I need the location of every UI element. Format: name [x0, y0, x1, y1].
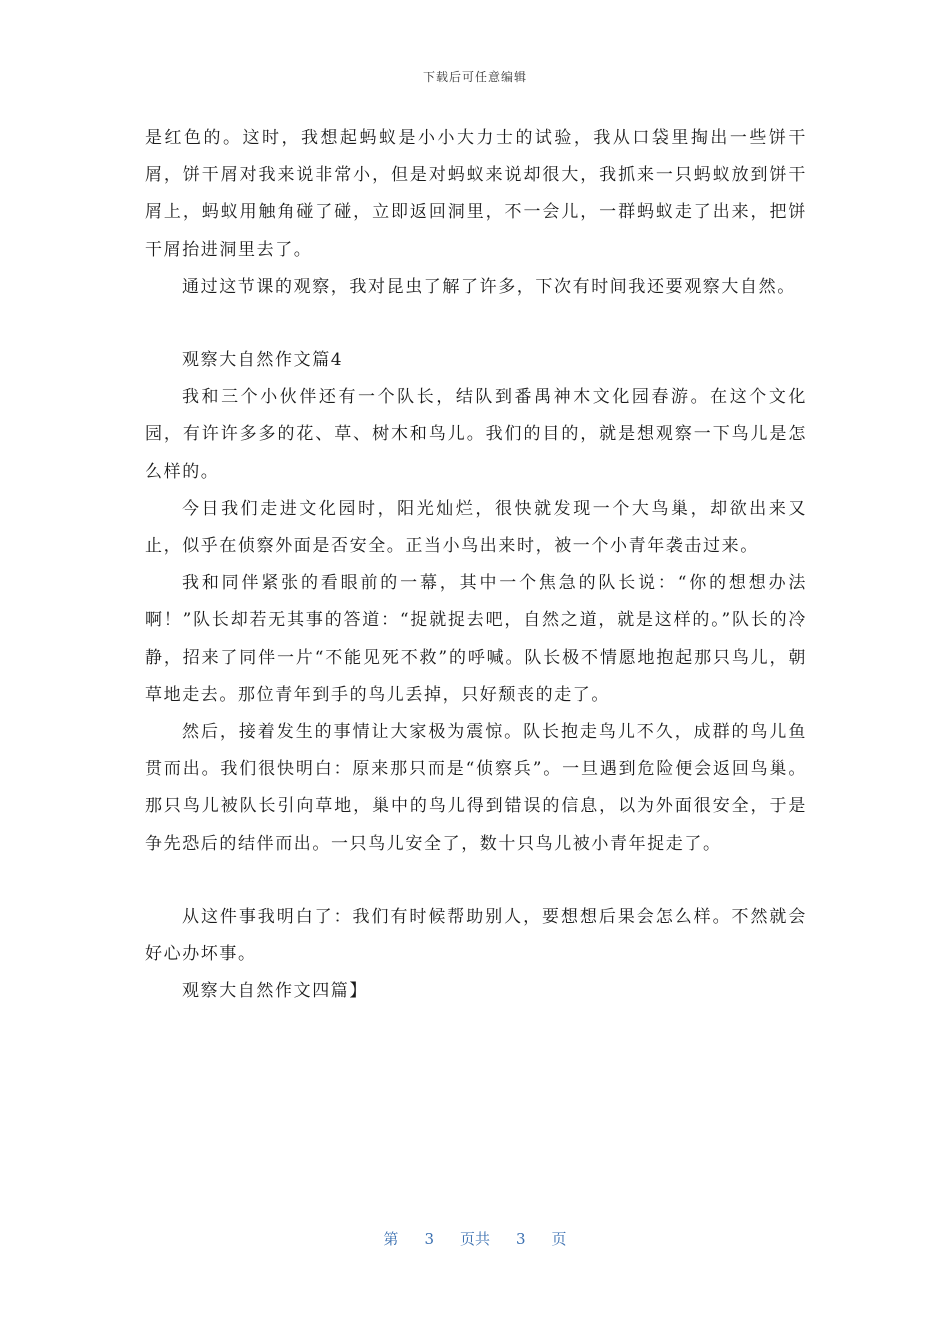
- paragraph-bird-nest: 今日我们走进文化园时，阳光灿烂，很快就发现一个大鸟巢，却欲出来又止，似乎在侦察外面是否安全。正当小鸟出来时，被一个小青年袭击过来。: [145, 498, 807, 557]
- document-body: [145, 120, 807, 1010]
- paragraph-conclusion-insects: 通过这节课的观察，我对昆虫了解了许多，下次有时间我还要观察大自然。: [182, 276, 796, 297]
- section-heading-four-essays: 观察大自然作文四篇】: [182, 981, 368, 1002]
- footer-middle: 页共: [459, 1230, 490, 1248]
- section-heading-essay-4: 观察大自然作文篇4: [182, 350, 344, 371]
- footer-prefix: 第: [383, 1230, 399, 1248]
- spacer: [145, 306, 807, 342]
- footer-total-pages: 3: [516, 1230, 526, 1248]
- paragraph-captain-reply: 我和同伴紧张的看眼前的一幕，其中一个焦急的队长说：“你的想想办法啊！”队长却若无其事的答道：“捉就捉去吧，自然之道，就是这样的。”队长的冷静，招来了同伴一片“不能见死不救”的呼喊。队长极不情愿地抱起那只鸟儿，朝草地走去。那位青年到手的鸟儿丢掉，只好颓丧的走了。: [145, 573, 807, 705]
- paragraph-ant-experiment: 是红色的。这时，我想起蚂蚁是小小大力士的试验，我从口袋里掏出一些饼干屑，饼干屑对我来说非常小，但是对蚂蚁来说却很大，我抓来一只蚂蚁放到饼干屑上，蚂蚁用触角碰了碰，立即返回洞里，不一会儿，一群蚂蚁走了出来，把饼干屑抬进洞里去了。: [145, 128, 807, 260]
- page-footer: [0, 1228, 950, 1249]
- header-note: 下载后可任意编辑: [422, 70, 527, 84]
- paragraph-birds-emerge: 然后，接着发生的事情让大家极为震惊。队长抱走鸟儿不久，成群的鸟儿鱼贯而出。我们很快明白：原来那只而是“侦察兵”。一旦遇到危险便会返回鸟巢。那只鸟儿被队长引向草地，巢中的鸟儿得到错误的信息，以为外面很安全，于是争先恐后的结伴而出。一只鸟儿安全了，数十只鸟儿被小青年捉走了。: [145, 722, 807, 854]
- footer-current-page: 3: [424, 1230, 434, 1248]
- spacer: [145, 863, 807, 899]
- paragraph-lesson: 从这件事我明白了：我们有时候帮助别人，要想想后果会怎么样。不然就会好心办坏事。: [145, 906, 807, 965]
- paragraph-spring-trip: 我和三个小伙伴还有一个队长，结队到番禺神木文化园春游。在这个文化园，有许许多多的花、草、树木和鸟儿。我们的目的，就是想观察一下鸟儿是怎么样的。: [145, 387, 807, 482]
- footer-suffix: 页: [551, 1230, 567, 1248]
